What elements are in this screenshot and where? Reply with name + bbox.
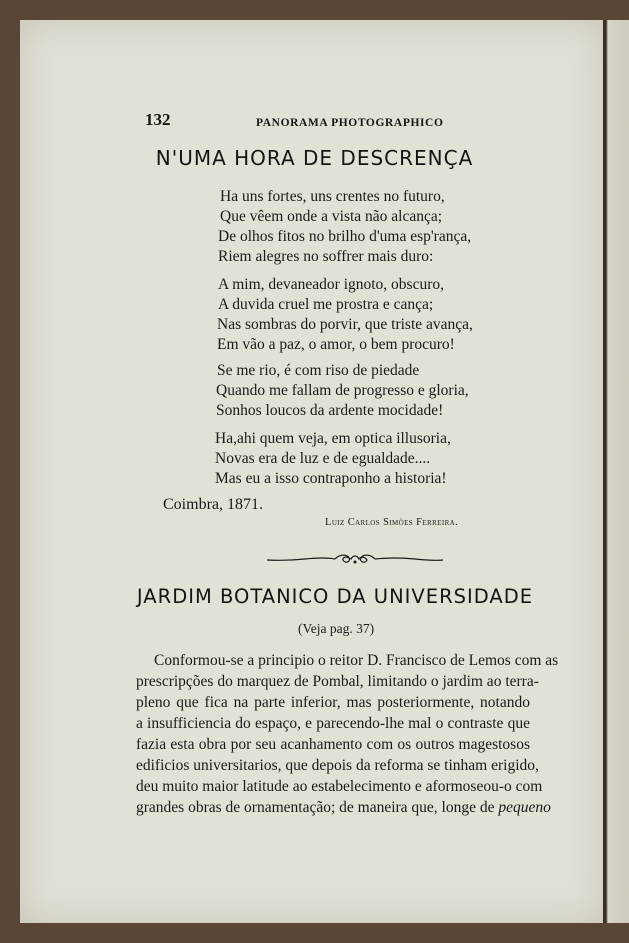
poem-line: A duvida cruel me prostra e cança; [218,296,434,313]
poem-line: Ha,ahi quem veja, em optica illusoria, [215,430,451,447]
poem-line: Novas era de luz e de egualdade.... [215,450,431,467]
paragraph-line: fazia esta obra por seu acanhamento com os outros magestosos [136,736,530,753]
article-title: JARDIM BOTANICO DA UNIVERSIDADE [136,585,534,608]
running-title: PANORAMA PHOTOGRAPHICO [256,117,444,129]
paragraph-line: edificios universitarios, que depois da reforma se tinham erigido, [136,757,539,774]
place-date: Coimbra, 1871. [163,496,263,513]
paragraph-line: deu muito maior latitude ao estabelecimento e aformoseou-o com [136,778,543,795]
page-number: 132 [145,110,171,129]
poem-line: Em vão a paz, o amor, o bem procuro! [217,336,455,353]
poem-line: Riem alegres no soffrer mais duro: [218,248,434,265]
paragraph-line: a insufficiencia do espaço, e parecendo-lhe mal o contraste que [136,715,530,732]
paragraph-line: Conformou-se a principio o reitor D. Francisco de Lemos com as [154,652,559,669]
paragraph-line-text: grandes obras de ornamentação; de maneira que, longe de [136,799,495,816]
poem-title: N'UMA HORA DE DESCRENÇA [155,146,474,170]
poem-line: Que vêem onde a vista não alcança; [220,208,443,225]
poem-line: Quando me fallam de progresso e gloria, [216,382,469,399]
scan-background-top [0,0,629,20]
article-subtitle: (Veja pag. 37) [298,621,375,636]
paragraph-line: pleno que fica na parte inferior, mas posteriormente, notando [136,694,530,711]
poem-line: Se me rio, é com riso de piedade [217,362,420,379]
poem-line: Mas eu a isso contraponho a historia! [215,470,447,487]
paragraph-last-line [136,799,551,817]
poem-line: Sonhos loucos da ardente mocidade! [216,402,444,419]
poem-line: Ha uns fortes, uns crentes no futuro, [220,188,445,205]
italic-word: pequeno [498,799,551,816]
poem-author: Luiz Carlos Simões Ferreira. [325,517,459,528]
poem-line: A mim, devaneador ignoto, obscuro, [218,276,444,293]
ornament-divider-icon [265,552,445,566]
poem-line: De olhos fitos no brilho d'uma esp'rança, [218,228,472,245]
poem-line: Nas sombras do porvir, que triste avança, [217,316,473,333]
paragraph-line: prescripções do marquez de Pombal, limitando o jardim ao terra- [136,673,539,690]
